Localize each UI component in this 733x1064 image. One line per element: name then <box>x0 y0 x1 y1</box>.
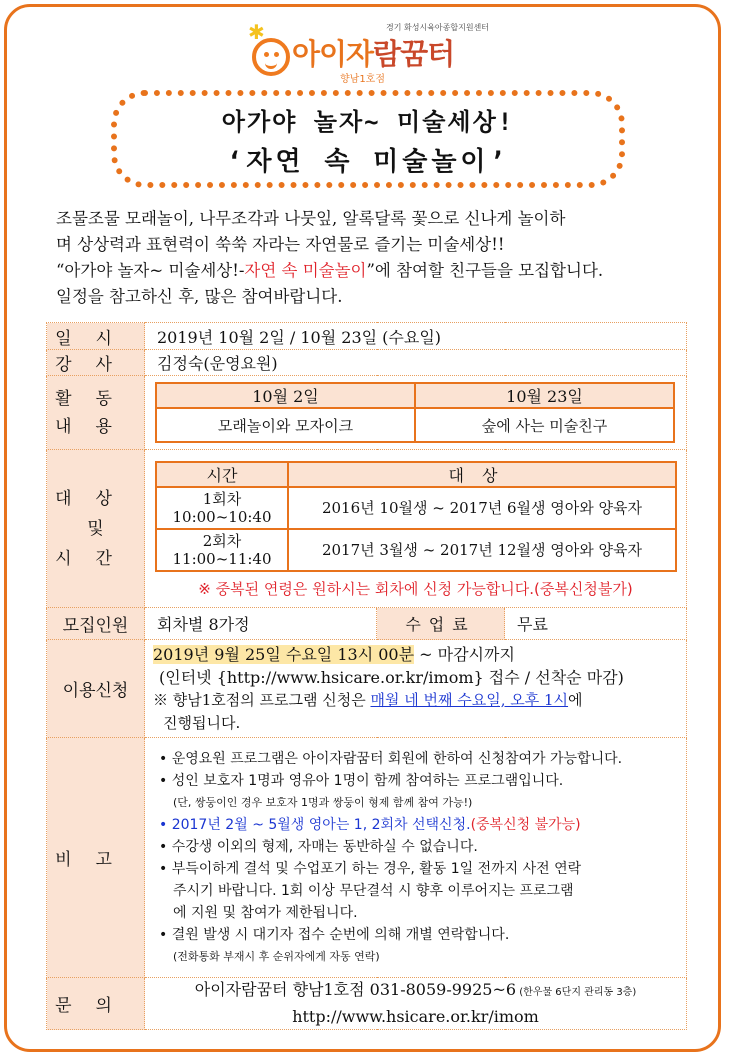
target-label-2: 및 <box>87 518 104 539</box>
title-box <box>111 90 625 188</box>
title-line-2: ‘자연 속 미술놀이’ <box>226 147 510 177</box>
fee-label: 수업료 <box>377 608 505 640</box>
apply-line-3: ※ 향남1호점의 프로그램 신청은 매월 네 번째 수요일, 오후 1시에 <box>153 690 583 709</box>
remark-6-sub: (전화통화 부재시 후 순위자에게 자동 연락) <box>173 949 380 963</box>
contact-row <box>47 978 687 1030</box>
smiley-logo-icon <box>252 38 290 76</box>
apply-line-1: 2019년 9월 25일 수요일 13시 00분 ~ 마감시까지 <box>153 644 515 664</box>
date-label: 일시 <box>55 328 136 349</box>
activity-head-1: 10월 2일 <box>156 383 415 408</box>
teacher-value: 김정숙(운영요원) <box>145 350 687 376</box>
target-row <box>47 450 687 608</box>
session-row-2 <box>156 529 676 571</box>
contact-line-1: 아이자람꿈터 향남1호점 031-8059-9925~6 (한우물 6단지 관리동 3층) <box>194 980 637 999</box>
title-line-1: 아가야 놀자~ 미술세상! <box>221 108 515 136</box>
date-value: 2019년 10월 2일 / 10월 23일 (수요일) <box>145 323 687 350</box>
intro-text <box>56 206 696 310</box>
apply-row <box>47 640 687 738</box>
activity-label-2: 내용 <box>55 416 136 437</box>
intro-line-2: 며 상상력과 표현력이 쑥쑥 자라는 자연물로 즐기는 미술세상!! <box>56 235 505 254</box>
session-head-target: 대상 <box>288 462 676 487</box>
fee-value: 무료 <box>505 608 687 640</box>
info-table <box>46 322 687 1030</box>
session-2-target: 2017년 3월생 ~ 2017년 12월생 영아와 양육자 <box>288 529 676 571</box>
star-icon: ✱ <box>248 20 265 44</box>
date-row <box>47 323 687 350</box>
remark-2: • 성인 보호자 1명과 영유아 1명이 함께 참여하는 프로그램입니다. <box>159 772 564 789</box>
remarks-label: 비고 <box>55 850 136 870</box>
target-label-1: 대상 <box>55 488 136 509</box>
intro-line-3: “아가야 놀자~ 미술세상!-자연 속 미술놀이”에 참여할 친구들을 모집합니다. <box>56 261 604 280</box>
recruit-value: 회차별 8가정 <box>145 608 377 640</box>
session-1-target: 2016년 10월생 ~ 2017년 6월생 영아와 양육자 <box>288 487 676 529</box>
activity-row <box>47 376 687 450</box>
logo <box>248 20 508 90</box>
contact-label: 문의 <box>55 996 136 1016</box>
remark-5-3: 에 지원 및 참여가 제한됩니다. <box>173 904 358 921</box>
remark-2-sub: (단, 쌍둥이인 경우 보호자 1명과 쌍둥이 형제 함께 참여 가능!) <box>173 795 473 809</box>
session-2-name: 2회차 <box>202 531 242 550</box>
session-table <box>155 461 677 572</box>
target-label-3: 시간 <box>55 548 136 569</box>
activity-label-1: 활동 <box>55 388 136 409</box>
contact-url[interactable]: http://www.hsicare.or.kr/imom <box>292 1007 539 1026</box>
teacher-row <box>47 350 687 376</box>
session-1-time: 10:00~10:40 <box>172 507 272 526</box>
activity-head-2: 10월 23일 <box>415 383 674 408</box>
session-1-name: 1회차 <box>202 489 242 508</box>
remark-6: • 결원 발생 시 대기자 접수 순번에 의해 개별 연락합니다. <box>159 926 510 943</box>
logo-subtitle: 경기 화성시육아종합지원센터 <box>386 23 490 32</box>
intro-line-4: 일정을 참고하신 후, 많은 참여바랍니다. <box>56 287 343 306</box>
session-row-1 <box>156 487 676 529</box>
session-head-time: 시간 <box>156 462 288 487</box>
teacher-label: 강사 <box>55 355 136 375</box>
apply-line-2: (인터넷 {http://www.hsicare.or.kr/imom} 접수 / 선착순 마감) <box>159 667 624 687</box>
target-note: ※ 중복된 연령은 원하시는 회차에 신청 가능합니다.(중복신청불가) <box>198 579 633 598</box>
apply-label: 이용신청 <box>47 640 145 738</box>
activity-value-2: 숲에 사는 미술친구 <box>415 408 674 442</box>
remark-4: • 수강생 이외의 형제, 자매는 동반하실 수 없습니다. <box>159 838 478 855</box>
logo-branch: 향남1호점 <box>340 74 386 85</box>
session-2-time: 11:00~11:40 <box>172 549 272 568</box>
recruit-label: 모집인원 <box>47 608 145 640</box>
apply-line-4: 진행됩니다. <box>163 713 241 732</box>
remarks-row <box>47 738 687 978</box>
recruit-row <box>47 608 687 640</box>
remark-3: • 2017년 2월 ~ 5월생 영아는 1, 2회차 선택신청.(중복신청 불가능) <box>159 816 581 833</box>
remark-5-2: 주시기 바랍니다. 1회 이상 무단결석 시 향후 이루어지는 프로그램 <box>173 882 574 899</box>
intro-line-1: 조물조물 모래놀이, 나무조각과 나뭇잎, 알록달록 꽃으로 신나게 놀이하 <box>56 209 566 228</box>
remark-5-1: • 부득이하게 결석 및 수업포기 하는 경우, 활동 1일 전까지 사전 연락 <box>159 860 582 877</box>
activity-table <box>155 382 675 443</box>
logo-name: 아이자람꿈터 <box>292 37 455 71</box>
remark-1: • 운영요원 프로그램은 아이자람꿈터 회원에 한하여 신청참여가 가능합니다. <box>159 750 623 767</box>
activity-value-1: 모래놀이와 모자이크 <box>156 408 415 442</box>
